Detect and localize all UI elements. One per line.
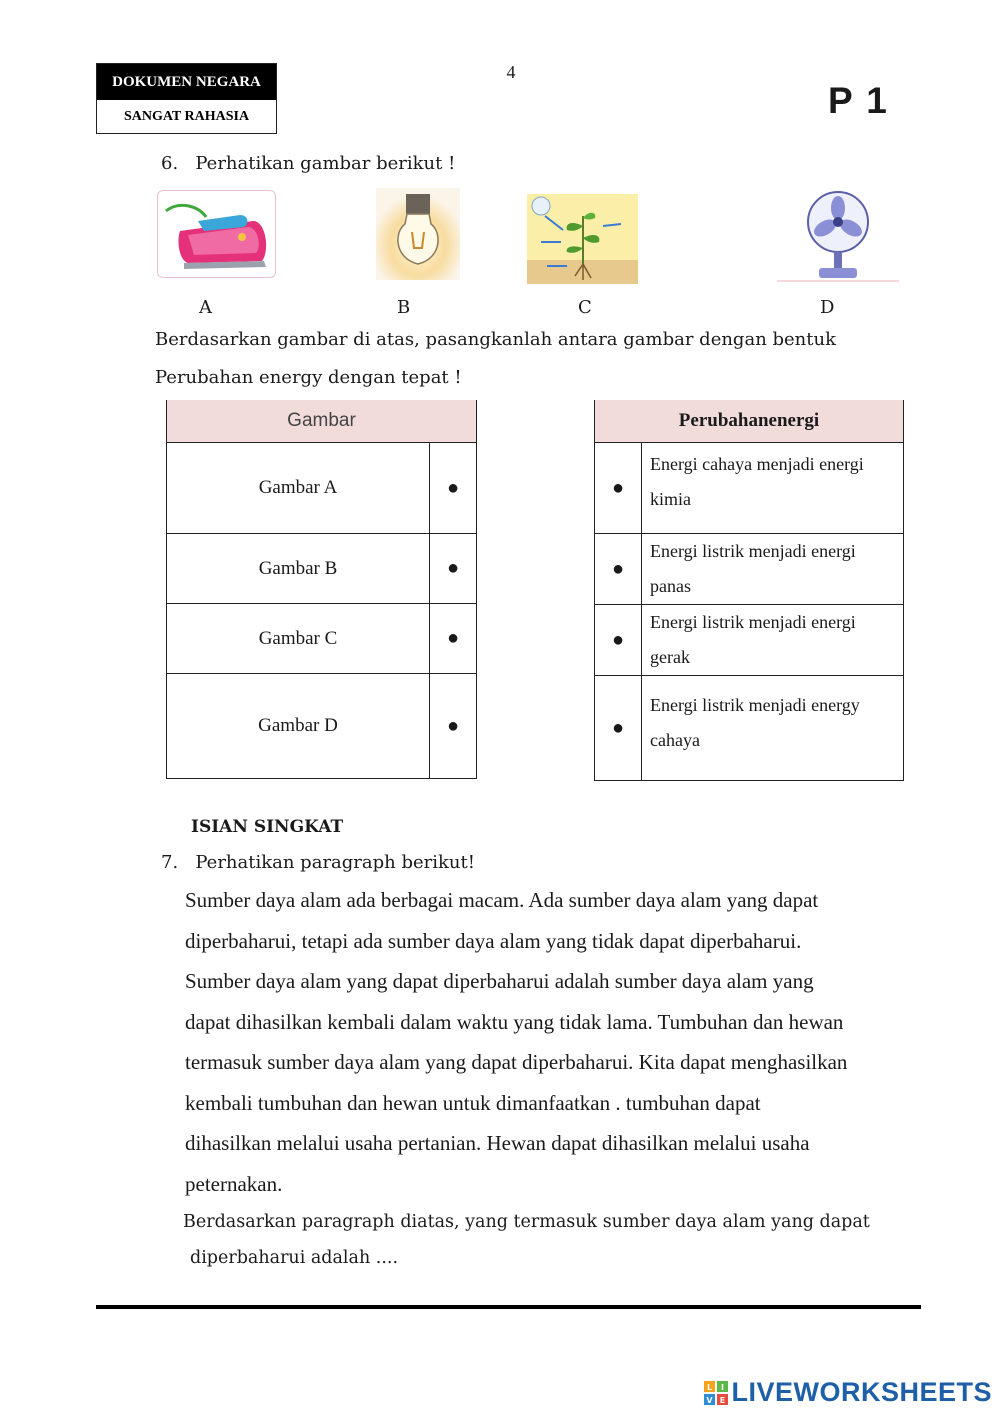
answer-input[interactable] <box>96 1280 921 1304</box>
section-title: ISIAN SINGKAT <box>191 817 344 837</box>
energy-row-line1: Energi listrik menjadi energi <box>650 541 856 561</box>
match-dot-right-1[interactable]: ● <box>595 443 642 534</box>
instruction-line-2: Perubahan energy dengan tepat ! <box>155 367 462 388</box>
match-dot-right-3[interactable]: ● <box>595 605 642 676</box>
energy-row-line1: Energi listrik menjadi energy <box>650 695 860 715</box>
match-dot-left-a[interactable]: ● <box>430 443 477 534</box>
picture-d <box>777 188 899 284</box>
instruction-line-1: Berdasarkan gambar di atas, pasangkanlah antara gambar dengan bentuk <box>155 329 837 350</box>
paper-code: P 1 <box>828 80 889 121</box>
document-classification-stamp <box>96 63 277 134</box>
question-6-prompt <box>161 153 455 174</box>
energy-row-line2: gerak <box>650 647 690 667</box>
energy-change-table <box>594 400 904 781</box>
match-dot-right-2[interactable]: ● <box>595 534 642 605</box>
liveworksheets-logo <box>704 1377 992 1408</box>
paragraph-line: kembali tumbuhan dan hewan untuk dimanfaatkan . tumbuhan dapat <box>185 1090 761 1115</box>
picture-c <box>527 194 638 284</box>
question-number: 6. <box>161 153 179 174</box>
energy-row <box>642 534 904 605</box>
svg-text:L: L <box>707 1382 713 1392</box>
picture-b <box>376 188 460 280</box>
question-text: Perhatikan paragraph berikut! <box>195 852 475 873</box>
stamp-top-text: DOKUMEN NEGARA <box>97 64 276 100</box>
energy-row-line1: Energi cahaya menjadi energi <box>650 454 864 474</box>
picture-label-b: B <box>397 297 411 318</box>
answer-underline <box>96 1305 921 1309</box>
light-bulb-icon <box>376 188 460 280</box>
picture-row-label: Gambar B <box>167 534 430 604</box>
reading-paragraph <box>185 880 945 1204</box>
svg-text:I: I <box>721 1382 725 1392</box>
energy-row <box>642 676 904 781</box>
energy-row-line2: kimia <box>650 489 691 509</box>
iron-icon <box>158 191 275 277</box>
brand-name: LIVEWORKSHEETS <box>731 1377 992 1407</box>
match-dot-left-d[interactable]: ● <box>430 674 477 779</box>
picture-label-d: D <box>820 297 835 318</box>
energy-table-header: Perubahanenergi <box>595 400 904 443</box>
picture-table-header: Gambar <box>167 400 477 443</box>
match-dot-left-b[interactable]: ● <box>430 534 477 604</box>
picture-row-label: Gambar C <box>167 604 430 674</box>
paragraph-line: Sumber daya alam ada berbagai macam. Ada sumber daya alam yang dapat <box>185 888 819 912</box>
energy-row <box>642 443 904 534</box>
paragraph-line: peternakan. <box>185 1171 283 1196</box>
energy-row-line2: cahaya <box>650 730 700 750</box>
svg-text:V: V <box>706 1395 714 1405</box>
svg-text:E: E <box>720 1395 726 1405</box>
energy-row <box>642 605 904 676</box>
energy-row-line2: panas <box>650 576 691 596</box>
picture-label-a: A <box>199 297 212 318</box>
question-7-line-1: Berdasarkan paragraph diatas, yang termasuk sumber daya alam yang dapat <box>183 1212 870 1232</box>
stamp-bottom-text: SANGAT RAHASIA <box>123 108 250 124</box>
plant-photosynthesis-icon <box>527 194 638 284</box>
picture-label-c: C <box>578 297 592 318</box>
paragraph-line: diperbaharui, tetapi ada sumber daya alam yang tidak dapat diperbaharui. <box>185 928 802 953</box>
energy-row-line1: Energi listrik menjadi energi <box>650 612 856 632</box>
question-number: 7. <box>161 852 179 873</box>
paragraph-line: dapat dihasilkan kembali dalam waktu yang tidak lama. Tumbuhan dan hewan <box>185 1009 844 1034</box>
picture-row-label: Gambar A <box>167 443 430 534</box>
paragraph-line: dihasilkan melalui usaha pertanian. Hewan dapat dihasilkan melalui usaha <box>185 1131 810 1155</box>
picture-table <box>166 400 477 779</box>
paragraph-line: Sumber daya alam yang dapat diperbaharui adalah sumber daya alam yang <box>185 969 814 993</box>
electric-fan-icon <box>777 188 899 284</box>
liveworksheets-mark-icon <box>704 1381 728 1405</box>
page-number: 4 <box>506 62 516 82</box>
picture-a <box>157 190 276 278</box>
question-7-line-2: diperbaharui adalah .... <box>190 1248 399 1268</box>
question-text: Perhatikan gambar berikut ! <box>195 153 456 174</box>
paragraph-line: termasuk sumber daya alam yang dapat diperbaharui. Kita dapat menghasilkan <box>185 1050 848 1074</box>
question-7-prompt <box>161 852 475 873</box>
picture-row-label: Gambar D <box>167 674 430 779</box>
match-dot-left-c[interactable]: ● <box>430 604 477 674</box>
match-dot-right-4[interactable]: ● <box>595 676 642 781</box>
